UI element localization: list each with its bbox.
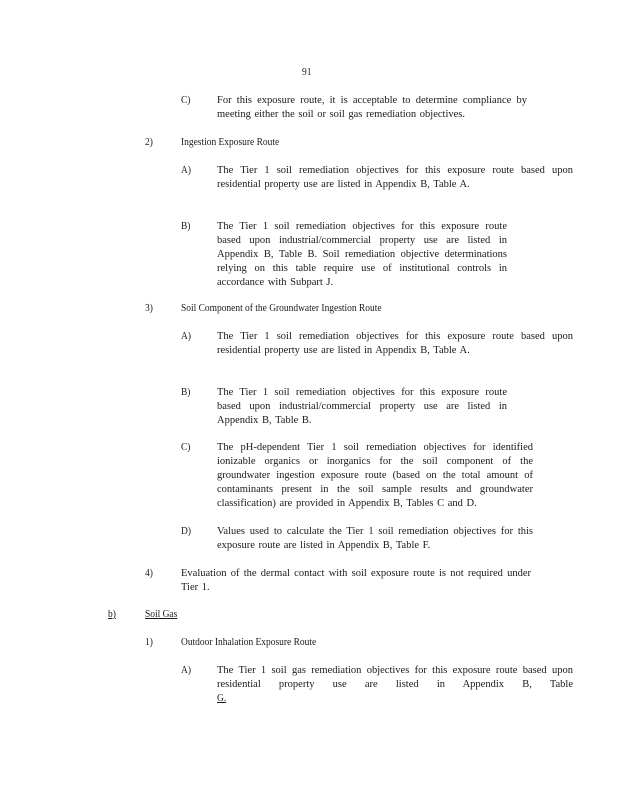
item-text: The Tier 1 soil remediation objectives for this exposure route based upon industrial/commercial property use are listed in Appendix B, Table B. Soil remediation objective determinations relying on this table require use of institutional controls in accordance with Subpart J. [217, 221, 507, 288]
item-label: B) [181, 387, 191, 398]
item-label: A) [181, 331, 191, 342]
item-label: A) [181, 165, 191, 176]
item-text: The Tier 1 soil remediation objectives for this exposure route based upon industrial/commercial property use are listed in Appendix B, Table B. [217, 387, 507, 426]
item-text: For this exposure route, it is acceptable to determine compliance by meeting either the soil or soil gas remediation objectives. [217, 95, 527, 120]
item-label: B) [181, 221, 191, 232]
section-label: 4) [145, 568, 153, 579]
page-number: 91 [302, 67, 312, 78]
section-label: 1) [145, 637, 153, 648]
item-label: C) [181, 95, 191, 106]
section-text: Evaluation of the dermal contact with soil exposure route is not required under Tier 1. [181, 568, 531, 593]
section-heading: Soil Component of the Groundwater Ingestion Route [181, 303, 382, 314]
section-heading: Outdoor Inhalation Exposure Route [181, 637, 317, 648]
item-text: The Tier 1 soil remediation objectives for this exposure route based upon residential property use are listed in Appendix B, Table A. [217, 331, 573, 356]
item-text: The Tier 1 soil remediation objectives for this exposure route based upon residential property use are listed in Appendix B, Table A. [217, 165, 573, 190]
item-label: D) [181, 526, 191, 537]
item-text: Values used to calculate the Tier 1 soil remediation objectives for this exposure route are listed in Appendix B, Table F. [217, 526, 533, 551]
section-label: 2) [145, 137, 153, 148]
subsection-heading: Soil Gas [145, 609, 178, 620]
section-label: 3) [145, 303, 153, 314]
item-text-tail: G. [217, 693, 227, 704]
item-text: The Tier 1 soil gas remediation objectives for this exposure route based upon residential property use are listed in Appendix B, Table [217, 665, 573, 690]
section-heading: Ingestion Exposure Route [181, 137, 280, 148]
item-label: C) [181, 442, 191, 453]
item-text: The pH-dependent Tier 1 soil remediation objectives for identified ionizable organics or inorganics for the soil component of the groundwater ingestion exposure route (based on the total amount of contaminants present in the soil sample results and groundwater classification) are provided in Appendix B, Tables C and D. [217, 442, 533, 509]
subsection-label: b) [108, 609, 116, 620]
item-label: A) [181, 665, 191, 676]
